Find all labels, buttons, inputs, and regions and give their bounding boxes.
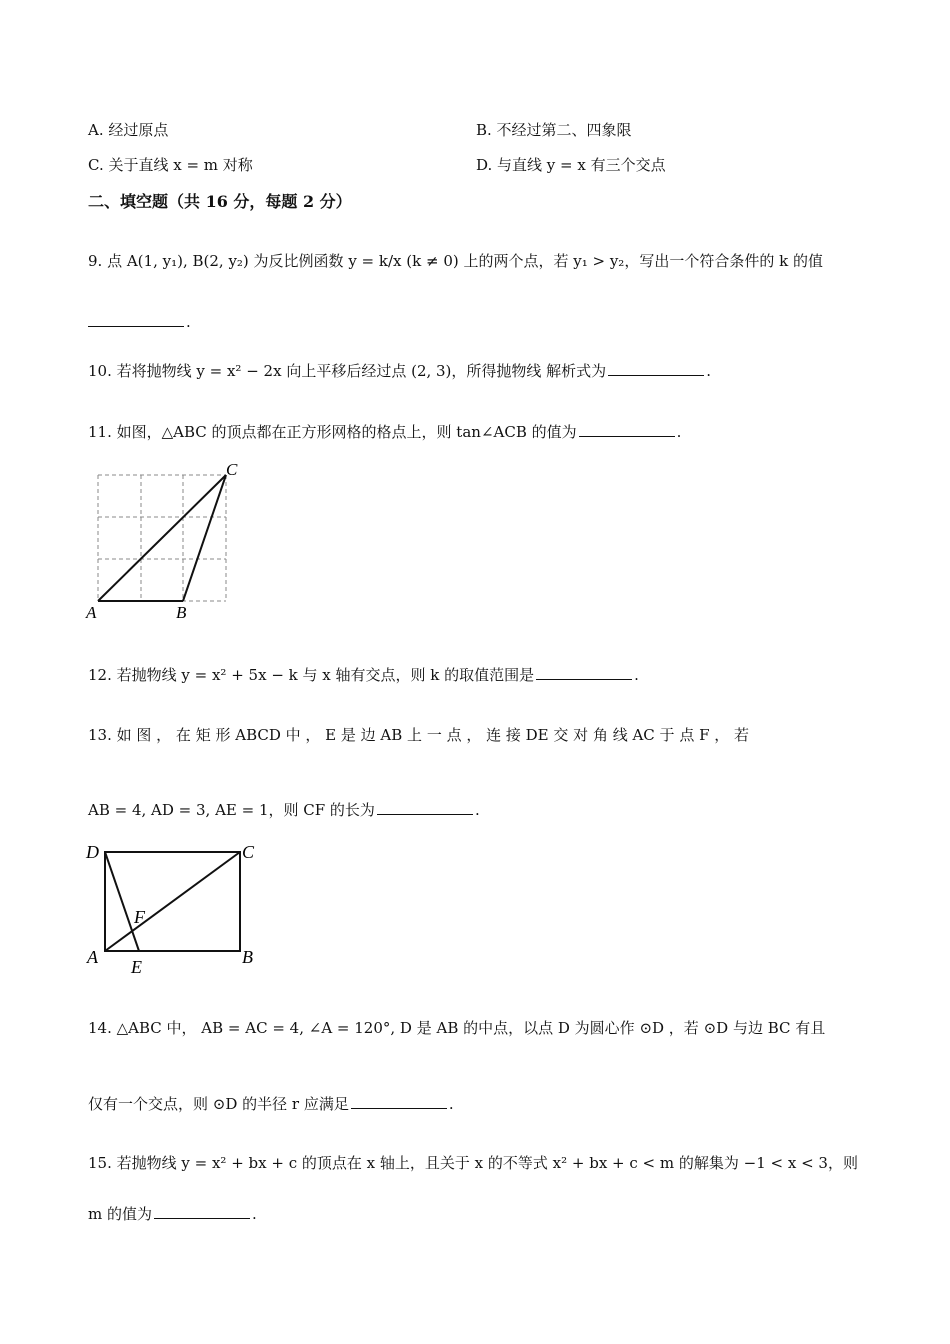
question-15-line-2 bbox=[88, 1203, 257, 1224]
answer-blank[interactable] bbox=[579, 422, 675, 437]
question-9-end: . bbox=[186, 313, 191, 331]
label-a: A bbox=[86, 603, 97, 622]
question-12-text: 12. 若抛物线 y = x² + 5x − k 与 x 轴有交点，则 k 的取值范围是 bbox=[88, 666, 535, 684]
question-15-line-1: 15. 若抛物线 y = x² + bx + c 的顶点在 x 轴上，且关于 x 的不等式 x² + bx + c < m 的解集为 −1 < x < 3，则 bbox=[88, 1154, 858, 1172]
question-10 bbox=[88, 360, 711, 381]
question-14-end: . bbox=[448, 1095, 454, 1113]
question-13-end: . bbox=[474, 801, 480, 819]
answer-blank[interactable] bbox=[351, 1094, 447, 1109]
label-a: A bbox=[87, 947, 98, 967]
question-13-text: AB = 4, AD = 3, AE = 1，则 CF 的长为 bbox=[88, 801, 375, 819]
question-10-text: 10. 若将抛物线 y = x² − 2x 向上平移后经过点 (2, 3)，所得抛物线 解析式为 bbox=[88, 362, 607, 380]
question-11-end: . bbox=[676, 423, 682, 441]
label-f: F bbox=[134, 907, 145, 927]
answer-blank[interactable] bbox=[377, 800, 473, 815]
question-13-line-2 bbox=[88, 799, 480, 820]
triangle-abc bbox=[98, 475, 226, 601]
label-b: B bbox=[242, 947, 253, 967]
rectangle-abcd bbox=[105, 852, 240, 951]
option-b: B. 不经过第二、四象限 bbox=[476, 121, 632, 139]
option-a: A. 经过原点 bbox=[88, 121, 169, 139]
question-9 bbox=[88, 250, 823, 271]
question-12 bbox=[88, 664, 639, 685]
question-9-text: 9. 点 A(1, y₁), B(2, y₂) 为反比例函数 y = k/x (k ≠ 0) 上的两个点，若 y₁ > y₂，写出一个符合条件的 k 的值 bbox=[88, 252, 823, 270]
question-15-end: . bbox=[252, 1205, 257, 1223]
question-11 bbox=[88, 421, 681, 442]
question-10-end: . bbox=[706, 362, 711, 380]
answer-blank[interactable] bbox=[608, 361, 704, 376]
question-12-end: . bbox=[634, 666, 639, 684]
question-15-text: m 的值为 bbox=[88, 1205, 152, 1223]
answer-blank[interactable] bbox=[536, 665, 632, 680]
question-14-line-1: 14. △ABC 中， AB = AC = 4, ∠A = 120°, D 是 AB 的中点，以点 D 为圆心作 ⊙D ，若 ⊙D 与边 BC 有且 bbox=[88, 1019, 826, 1037]
figure-13-rectangle bbox=[80, 836, 270, 976]
question-13-line-1: 13. 如 图 ， 在 矩 形 ABCD 中 ， E 是 边 AB 上 一 点 ， 连 接 DE 交 对 角 线 AC 于 点 F ， 若 bbox=[88, 726, 750, 744]
label-c: C bbox=[226, 460, 238, 479]
answer-blank[interactable] bbox=[154, 1204, 250, 1219]
question-9-answer bbox=[88, 312, 191, 331]
question-14-text: 仅有一个交点，则 ⊙D 的半径 r 应满足 bbox=[88, 1095, 349, 1113]
answer-blank[interactable] bbox=[88, 312, 184, 327]
section-title: 二、填空题（共 16 分，每题 2 分） bbox=[88, 192, 352, 211]
figure-11-grid-triangle bbox=[80, 458, 260, 628]
label-e: E bbox=[131, 957, 142, 976]
label-d: D bbox=[86, 842, 99, 862]
label-c: C bbox=[242, 842, 255, 862]
question-14-line-2 bbox=[88, 1093, 454, 1114]
question-11-text: 11. 如图，△ABC 的顶点都在正方形网格的格点上，则 tan∠ACB 的值为 bbox=[88, 423, 577, 441]
option-c: C. 关于直线 x = m 对称 bbox=[88, 156, 253, 174]
label-b: B bbox=[176, 603, 187, 622]
option-d: D. 与直线 y = x 有三个交点 bbox=[476, 156, 666, 174]
